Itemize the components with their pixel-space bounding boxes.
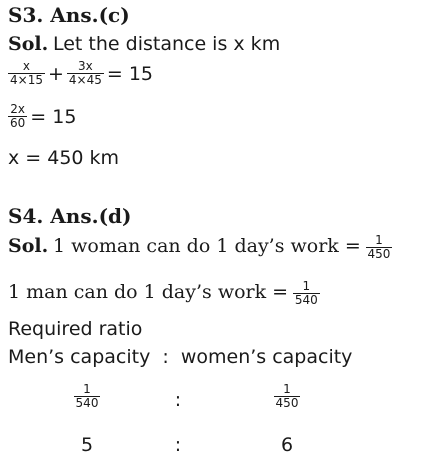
s3-eq1-fraction-2	[67, 60, 104, 87]
fraction-denominator: 4×45	[68, 73, 102, 87]
plus-sign: +	[47, 62, 64, 85]
s4-heading: S4. Ans.(d)	[8, 204, 132, 228]
ratio-label-men: Men’s capacity	[8, 346, 151, 368]
fraction-numerator: 1	[283, 382, 291, 396]
ratio-row2-right: 6	[280, 434, 294, 456]
ratio-colon: :	[162, 346, 169, 368]
fraction-denominator: 450	[275, 396, 299, 410]
ratio-women-fraction	[274, 383, 301, 410]
fraction-numerator: 2x	[10, 102, 26, 116]
s4-man-line	[8, 280, 320, 307]
ratio-row2-colon: :	[174, 434, 182, 456]
s3-equation-2	[8, 103, 79, 130]
ratio-label-women: women’s capacity	[180, 346, 353, 368]
s3-eq1-fraction-1	[8, 60, 45, 87]
fraction-numerator: 1	[302, 279, 311, 293]
s4-sol-label: Sol.	[8, 234, 49, 257]
s3-result: x = 450 km	[8, 147, 120, 169]
ratio-row1-left	[66, 383, 108, 410]
fraction-denominator: 4×15	[10, 73, 43, 87]
s4-ratio-labels	[8, 346, 352, 368]
s4-man-text: 1 man can do 1 day’s work =	[8, 280, 289, 303]
s4-woman-text: 1 woman can do 1 day’s work =	[52, 234, 361, 257]
s3-eq2-rhs: = 15	[30, 105, 77, 128]
fraction-denominator: 60	[10, 116, 26, 130]
s3-equation-1	[8, 60, 156, 87]
s4-woman-line	[8, 234, 392, 261]
s3-sol-text: Let the distance is x km	[52, 33, 281, 55]
fraction-numerator: 3x	[78, 59, 93, 73]
ratio-row1-colon: :	[174, 389, 182, 411]
s4-woman-fraction	[366, 234, 393, 261]
s4-required-ratio: Required ratio	[8, 318, 143, 340]
fraction-numerator: 1	[83, 382, 91, 396]
fraction-numerator: x	[22, 59, 31, 73]
fraction-numerator: 1	[375, 233, 383, 247]
fraction-denominator: 540	[294, 293, 318, 307]
ratio-row2-left: 5	[80, 434, 94, 456]
s3-heading: S3. Ans.(c)	[8, 3, 130, 27]
fraction-denominator: 450	[367, 247, 391, 261]
s3-eq1-rhs: = 15	[106, 62, 153, 85]
s3-solution-line	[8, 33, 280, 56]
fraction-denominator: 540	[75, 396, 99, 410]
ratio-row1-right	[266, 383, 308, 410]
s3-eq2-fraction	[8, 103, 27, 130]
s4-man-fraction	[293, 280, 320, 307]
s3-sol-label: Sol.	[8, 33, 49, 55]
ratio-men-fraction	[74, 383, 101, 410]
